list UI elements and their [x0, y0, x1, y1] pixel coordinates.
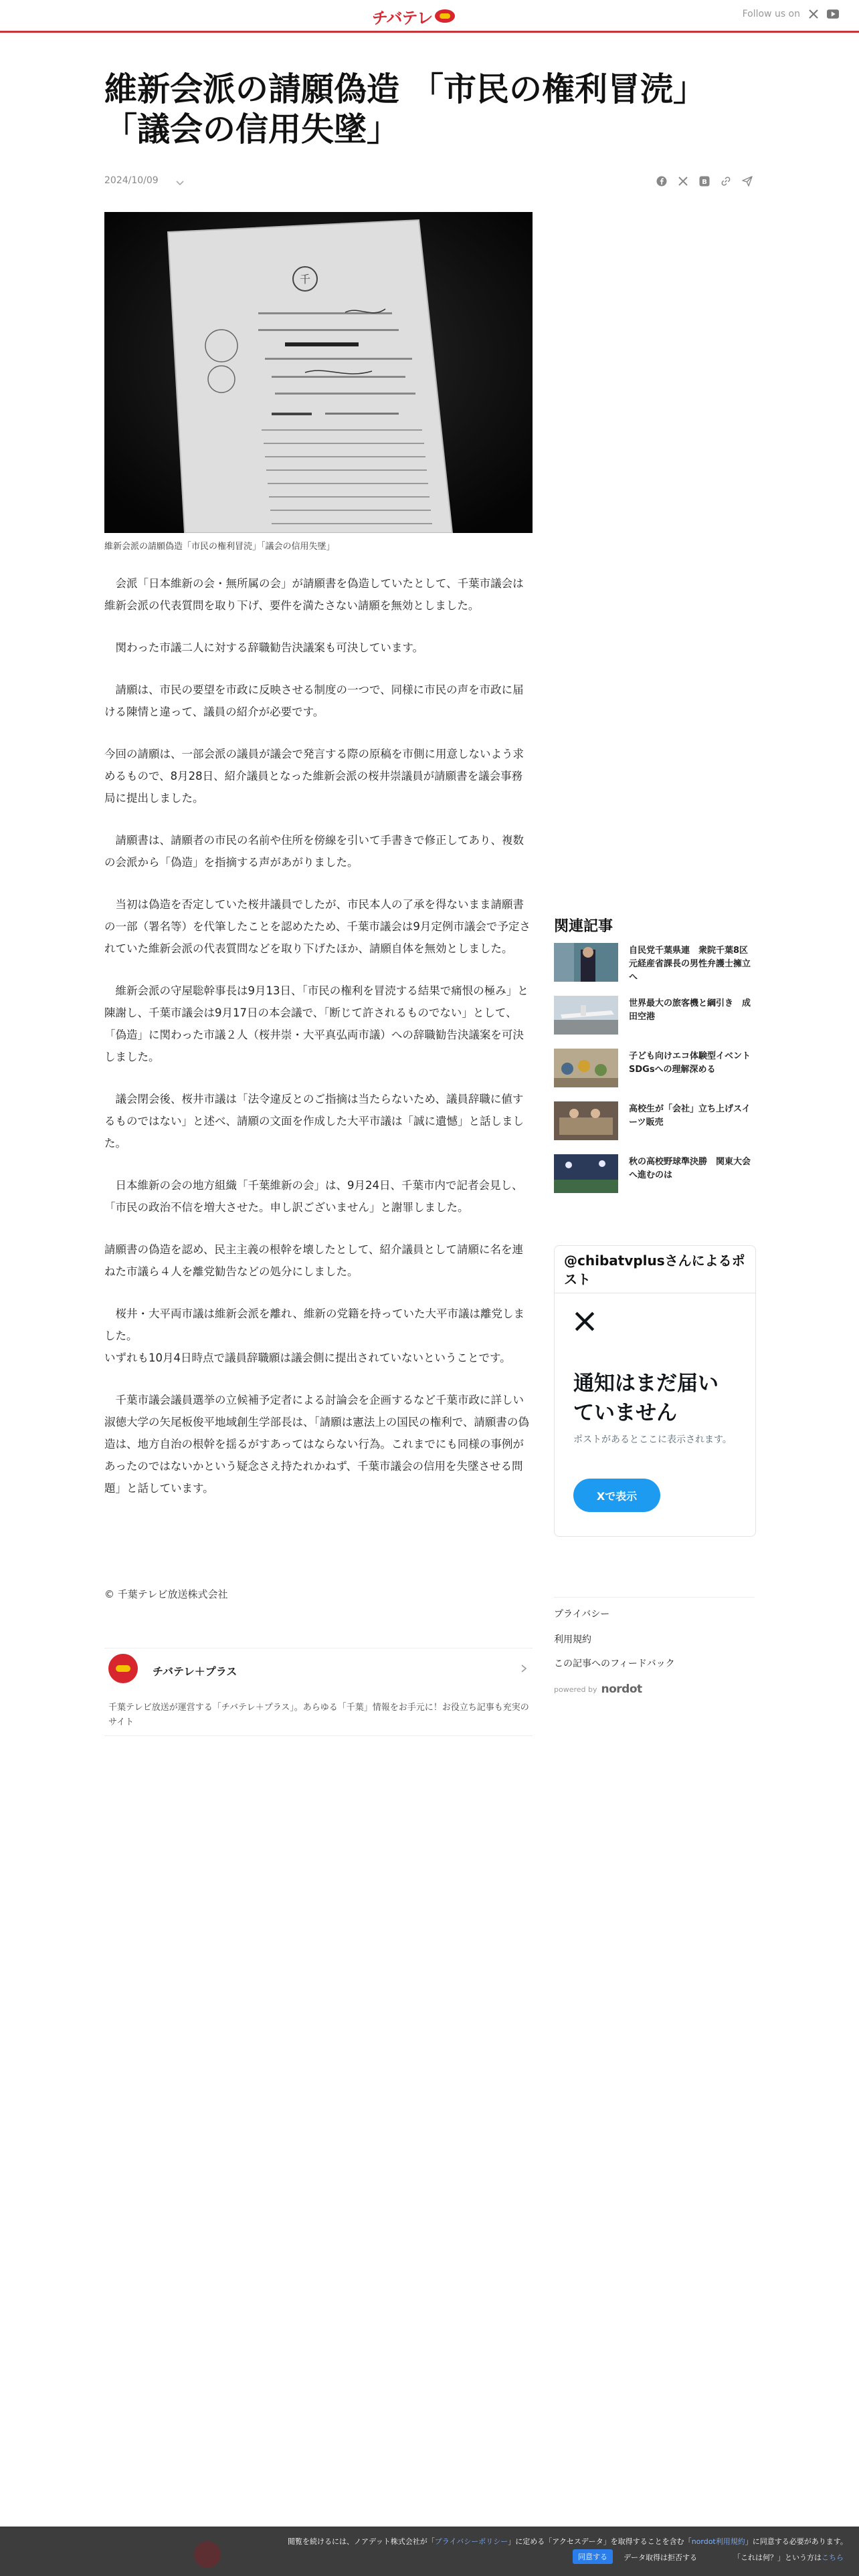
privacy-policy-link[interactable]: プライバシーポリシー: [434, 2537, 508, 2546]
article-photo: [104, 212, 533, 533]
hatena-icon[interactable]: [698, 175, 710, 187]
copyright: © 千葉テレビ放送株式会社: [104, 1588, 228, 1600]
related-thumbnail: [554, 1154, 618, 1193]
article-paragraph: 当初は偽造を否定していた桜井議員でしたが、市民本人の了承を得ないまま請願書の一部（署名等）を代筆したことを認めたため、千葉市議会は9月定例市議会で予定されていた維新会派の代表質問などを取り下げたほか、請願自体を無効としました。: [104, 898, 531, 955]
article-paragraph: 維新会派の守屋聡幹事長は9月13日、「市民の権利を冒涜する結果で痛恨の極み」と陳謝し、千葉市議会は9月17日の本会議で、「断じて許されるものでない」として、「偽造」に関わった市議２人（桜井崇・大平真弘両市議）への辞職勧告決議案を可決しました。: [104, 984, 529, 1063]
powered-by-label: powered by: [554, 1685, 597, 1694]
related-articles-heading: 関連記事: [554, 918, 613, 935]
article-paragraph: 桜井・大平両市議は維新会派を離れ、維新の党籍を持っていた大平市議は離党しました。 いずれも10月4日時点で議員辞職願は議会側に提出されていないということです。: [104, 1307, 524, 1364]
sidebar-footer-links: [554, 1597, 755, 1669]
source-logo-behind-banner: [194, 2541, 221, 2568]
reject-data-button[interactable]: データ取得は拒否する: [624, 2553, 697, 2562]
source-name: チバテレ＋プラス: [153, 1665, 237, 1678]
terms-link[interactable]: 利用規約: [554, 1634, 591, 1645]
consent-text-mid: 」に定める「アクセスデータ」を取得することを含む「: [508, 2537, 692, 2546]
consent-banner: [0, 2527, 859, 2576]
article-paragraph: 議会閉会後、桜井市議は「法令違反とのご指摘は当たらないため、議員辞職に値するものではない」と述べ、請願の文面を作成した大平市議は「誠に遺憾」と話しました。: [104, 1093, 524, 1150]
privacy-link[interactable]: プライバシー: [554, 1609, 610, 1620]
article-meta: [104, 174, 753, 191]
article-paragraph: 請願は、市民の要望を市政に反映させる制度の一つで、同様に市民の声を市政に届ける陳情と違って、議員の紹介が必要です。: [104, 683, 524, 718]
consent-text-before: 閲覧を続けるには、ノアデット株式会社が「: [288, 2537, 435, 2546]
chevron-right-icon: [520, 1663, 527, 1676]
article-date: 2024/10/09: [104, 175, 159, 186]
x-logo-icon: [573, 1310, 596, 1335]
related-title: 高校生が「会社」立ち上げスイーツ販売: [629, 1104, 751, 1128]
svg-text:千: 千: [299, 273, 311, 286]
related-article[interactable]: [554, 943, 755, 982]
youtube-icon[interactable]: [827, 9, 839, 19]
x-embed-empty-title: 通知はまだ届いていません: [573, 1372, 719, 1425]
x-icon[interactable]: [808, 9, 819, 19]
x-embed-card: [554, 1245, 756, 1537]
facebook-icon[interactable]: [656, 175, 668, 187]
related-title: 世界最大の旅客機と綱引き 成田空港: [629, 998, 751, 1022]
site-logo[interactable]: [372, 5, 455, 27]
what-is-this-text: 「これは何？」という方は: [733, 2553, 822, 2562]
article-paragraph: 請願書は、請願者の市民の名前や住所を傍線を引いて手書きで修正してあり、複数の会派から「偽造」を指摘する声があがりました。: [104, 834, 524, 869]
petition-document-image: [104, 212, 533, 533]
article-body: [104, 572, 533, 1519]
what-is-this-link[interactable]: [733, 2552, 844, 2563]
view-on-x-button[interactable]: Xで表示: [573, 1479, 660, 1512]
source-description: 千葉テレビ放送が運営する「チバテレ＋プラス」。あらゆる「千葉」情報をお手元に！お役立ち記事も充実のサイト: [108, 1703, 529, 1727]
article-paragraph: 日本維新の会の地方組織「千葉維新の会」は、9月24日、千葉市内で記者会見し、「市民の政治不信を増大させた。申し訳ございません」と謝罪しました。: [104, 1179, 523, 1214]
related-article[interactable]: [554, 1154, 755, 1193]
article-paragraph: 千葉市議会議員選挙の立候補予定者による討論会を企画するなど千葉市政に詳しい淑徳大学の矢尾板俊平地域創生学部長は、「請願は憲法上の国民の権利で、請願書の偽造は、地方自治の根幹を揺るがすあってはならない行為。これまでにも同様の事例があったのではないかという疑念さえ持たれかねず、千葉市議会の信用を失墜させる問題」と話しています。: [104, 1394, 529, 1495]
consent-text: [288, 2536, 848, 2547]
source-card[interactable]: [104, 1648, 533, 1736]
logo-text: チバテレ: [372, 8, 433, 27]
here-link[interactable]: こちら: [822, 2553, 844, 2562]
powered-by[interactable]: [554, 1683, 642, 1696]
agree-button[interactable]: 同意する: [573, 2549, 613, 2564]
photo-caption: 維新会派の請願偽造「市民の権利冒涜」「議会の信用失墜」: [104, 542, 335, 552]
follow-label: Follow us on: [742, 9, 800, 19]
nordot-logo: nordot: [601, 1683, 642, 1696]
feedback-link[interactable]: この記事へのフィードバック: [554, 1658, 675, 1669]
article-paragraph: 今回の請願は、一部会派の議員が議会で発言する際の原稿を市側に用意しないよう求めるもので、8月28日、紹介議員となった維新会派の桜井崇議員が請願書を議会事務局に提出しました。: [104, 748, 524, 804]
svg-text:B: B: [702, 179, 707, 186]
article-paragraph: 会派「日本維新の会・無所属の会」が請願書を偽造していたとして、千葉市議会は維新会派の代表質問を取り下げ、要件を満たさない請願を無効としました。: [104, 577, 524, 612]
related-thumbnail: [554, 1049, 618, 1087]
related-thumbnail: [554, 1101, 618, 1140]
related-title: 子ども向けエコ体験型イベント SDGsへの理解深める: [629, 1051, 760, 1075]
link-icon[interactable]: [720, 175, 732, 187]
chevron-down-icon[interactable]: [175, 177, 185, 189]
related-title: 自民党千葉県連 衆院千葉8区 元経産省課長の男性弁護士擁立へ: [629, 946, 751, 982]
x-embed-empty-sub: ポストがあるとここに表示されます。: [573, 1434, 732, 1445]
x-embed-heading: @chibatvplusさんによるポスト: [564, 1253, 745, 1287]
source-logo: [108, 1654, 138, 1683]
terms-link[interactable]: nordot利用規約: [691, 2537, 745, 2546]
x-icon[interactable]: [677, 175, 689, 187]
related-title: 秋の高校野球準決勝 関東大会へ進むのは: [629, 1157, 751, 1180]
article-paragraph: 請願書の偽造を認め、民主主義の根幹を壊したとして、紹介議員として請願に名を連ねた市議ら４人を離党勧告などの処分にしました。: [104, 1243, 524, 1278]
related-article[interactable]: [554, 1049, 760, 1087]
related-article[interactable]: [554, 1101, 755, 1140]
share-buttons: [656, 175, 753, 187]
related-article[interactable]: [554, 996, 755, 1035]
article-paragraph: 関わった市議二人に対する辞職勧告決議案も可決しています。: [104, 641, 424, 654]
logo-plus-badge: [435, 9, 455, 23]
send-icon[interactable]: [741, 175, 753, 187]
related-thumbnail: [554, 943, 618, 982]
follow-us: [743, 9, 839, 19]
article-title: 維新会派の請願偽造 「市民の権利冒涜」「議会の信用失墜」: [104, 70, 706, 148]
related-thumbnail: [554, 996, 618, 1035]
consent-text-after: 」に同意する必要があります。: [745, 2537, 848, 2546]
site-header: [0, 0, 859, 33]
